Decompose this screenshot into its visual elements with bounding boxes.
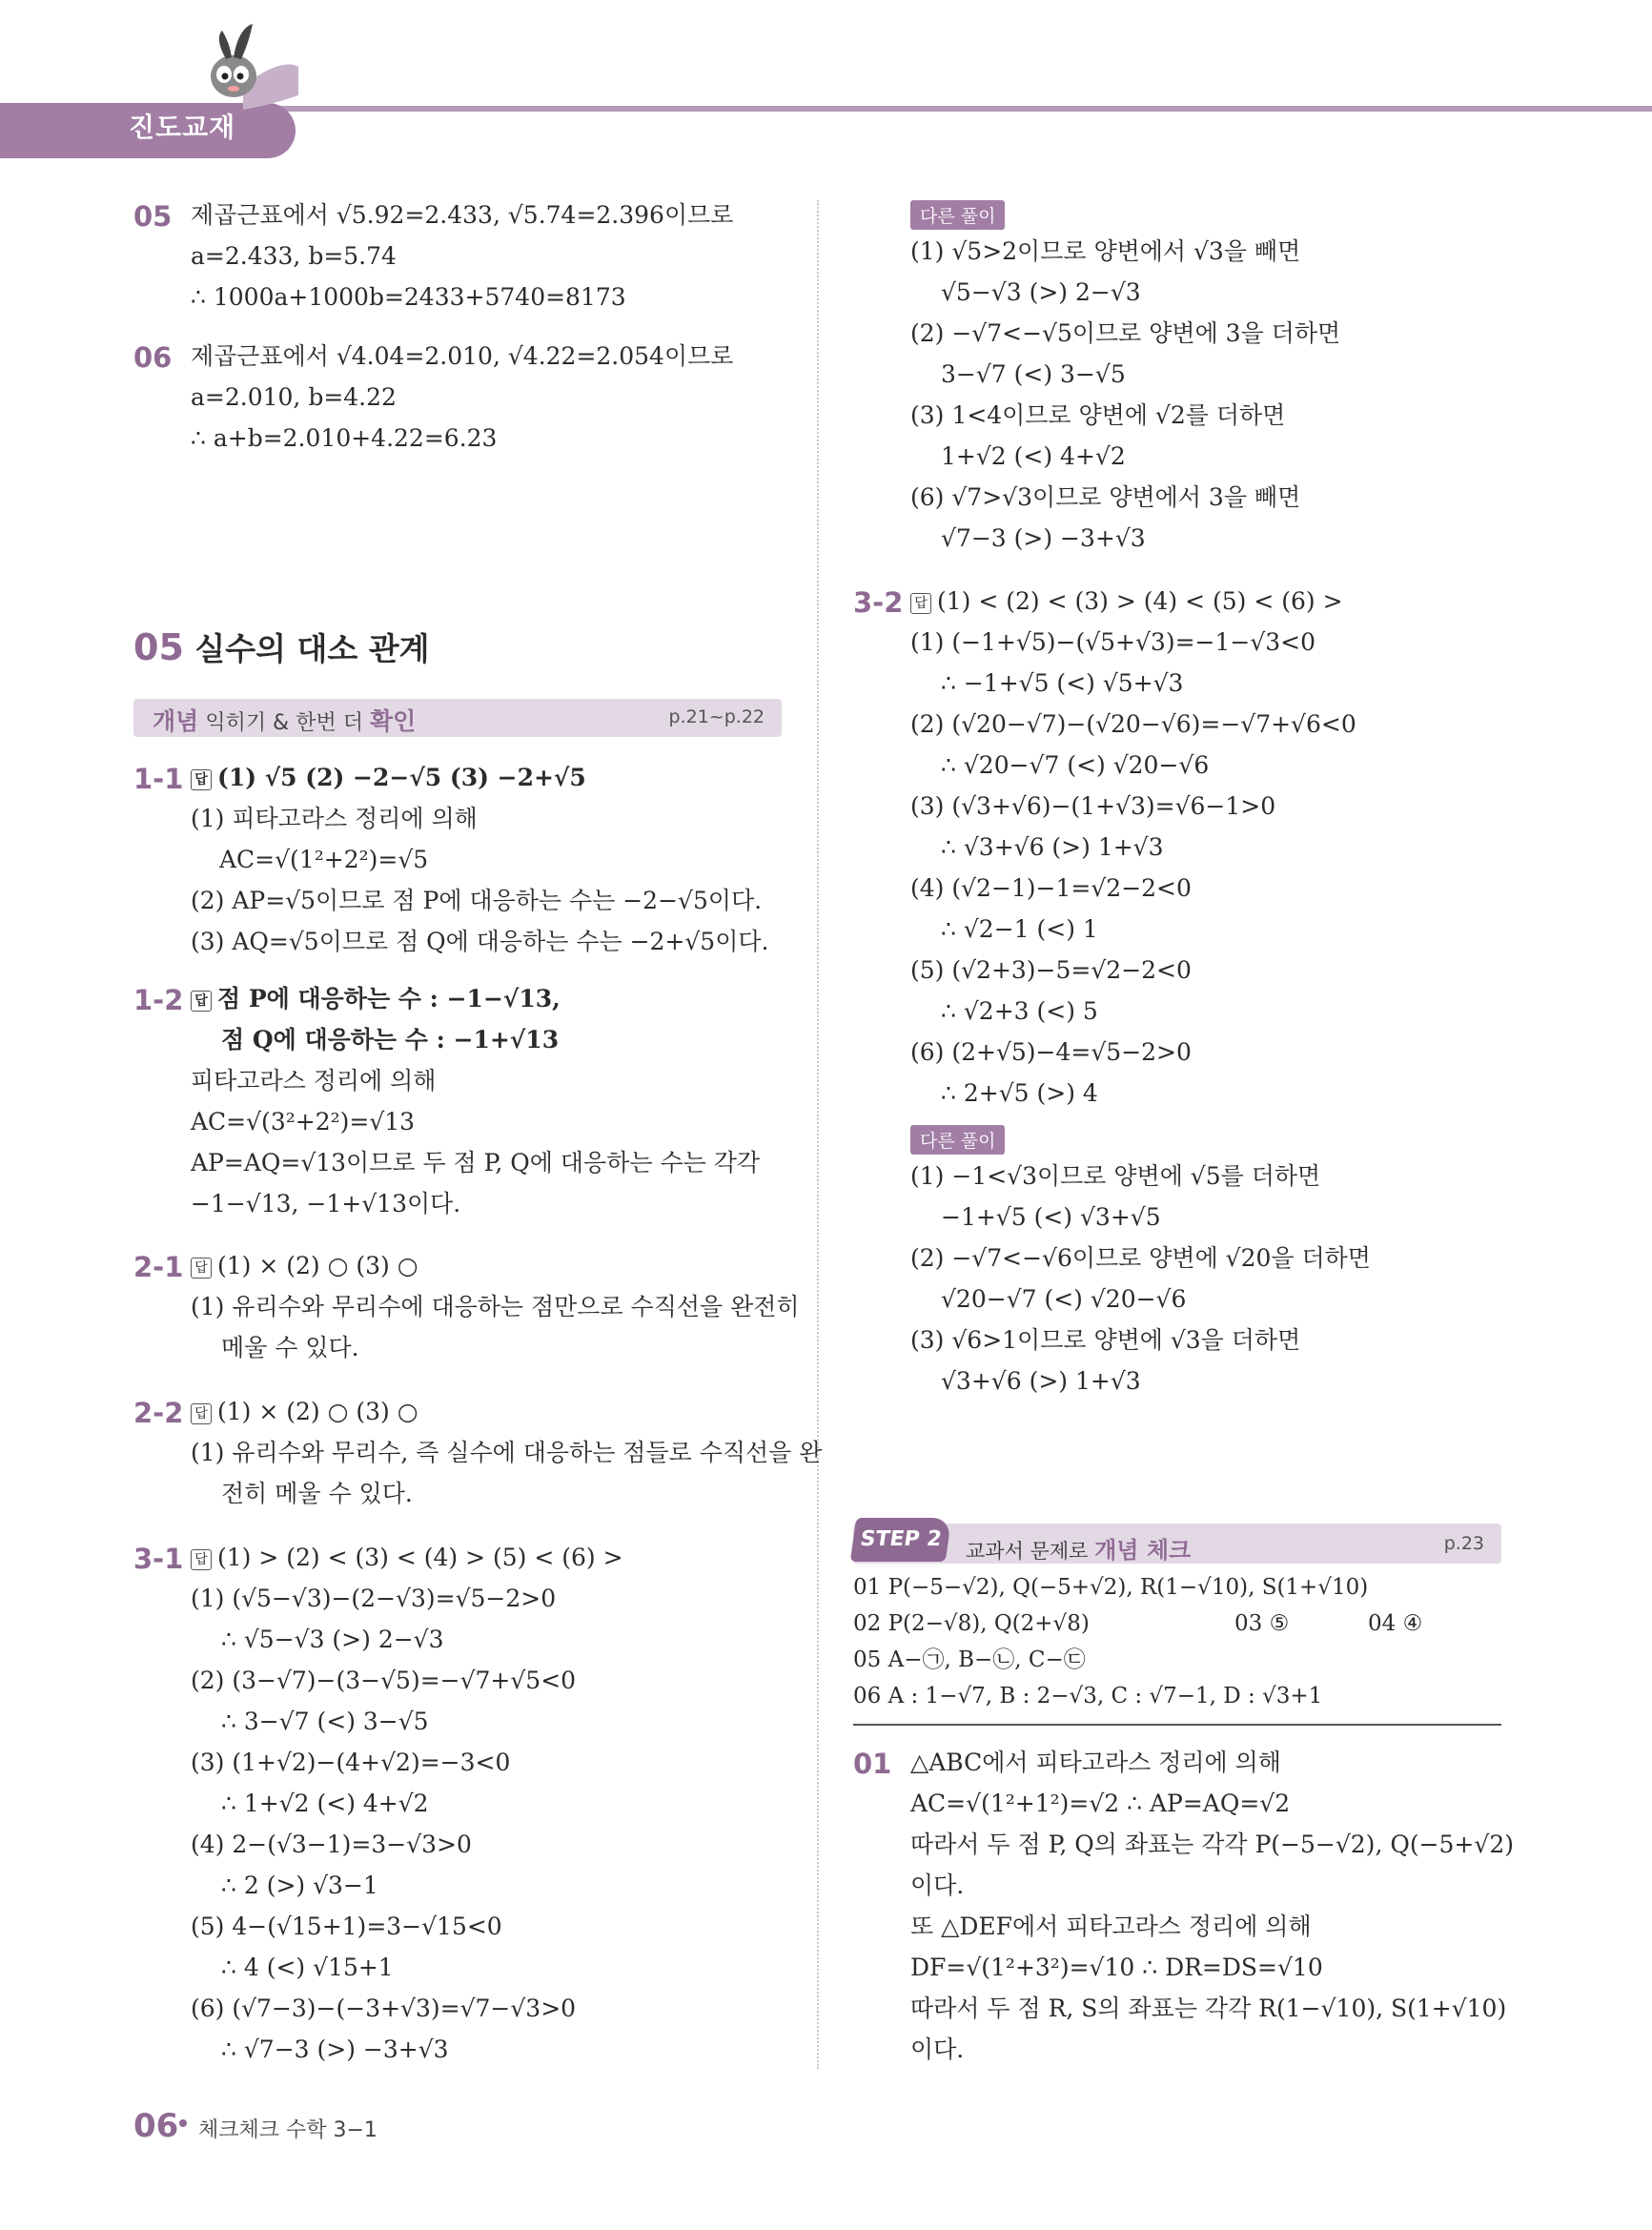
step-answer-line: 06 A : 1−√7, B : 2−√3, C : √7−1, D : √3+1 <box>853 1684 1323 1708</box>
step-bar <box>853 1524 1501 1564</box>
concept-label: 개념 익히기 & 한번 더 확인 <box>153 707 417 735</box>
answer-line: 답 (1) √5 (2) −2−√5 (3) −2+√5 <box>191 765 586 791</box>
solution-line: (4) 2−(√3−1)=3−√3>0 <box>191 1831 472 1858</box>
solution-line: ∴ 1+√2 (<) 4+√2 <box>221 1790 429 1817</box>
solution-line: (1) (−1+√5)−(√5+√3)=−1−√3<0 <box>910 628 1316 656</box>
solution-line: (3) 1<4이므로 양변에 √2를 더하면 <box>910 401 1286 429</box>
problem-number: 05 <box>133 200 173 233</box>
solution-line: (4) (√2−1)−1=√2−2<0 <box>910 874 1192 902</box>
rabbit-mascot-icon <box>186 19 300 114</box>
solution-line: (1) (√5−√3)−(2−√3)=√5−2>0 <box>191 1585 557 1612</box>
solution-line: (3) (√3+√6)−(1+√3)=√6−1>0 <box>910 792 1276 820</box>
solution-line: AC=√(1²+1²)=√2 ∴ AP=AQ=√2 <box>910 1790 1291 1817</box>
solution-line: a=2.433, b=5.74 <box>191 242 397 270</box>
solution-line: 따라서 두 점 R, S의 좌표는 각각 R(1−√10), S(1+√10) <box>910 1995 1507 2022</box>
solution-line: (6) (√7−3)−(−3+√3)=√7−√3>0 <box>191 1995 577 2022</box>
solution-line: ∴ √20−√7 (<) √20−√6 <box>941 751 1210 779</box>
solution-line: (1) √5>2이므로 양변에서 √3을 빼면 <box>910 237 1301 265</box>
step-answer-line: 02 P(2−√8), Q(2+√8) <box>853 1611 1090 1636</box>
answer-line: 답 (1) × (2) ○ (3) ○ <box>191 1253 418 1279</box>
solution-line: DF=√(1²+3²)=√10 ∴ DR=DS=√10 <box>910 1954 1323 1981</box>
answer-line: 답 (1) < (2) < (3) > (4) < (5) < (6) > <box>910 588 1343 615</box>
solution-line: √5−√3 (>) 2−√3 <box>941 278 1141 306</box>
solution-line: 또 △DEF에서 피타고라스 정리에 의해 <box>910 1913 1312 1940</box>
step-label: 교과서 문제로 개념 체크 <box>966 1537 1192 1564</box>
solution-line: (3) (1+√2)−(4+√2)=−3<0 <box>191 1749 511 1776</box>
concept-bar <box>133 699 782 737</box>
solution-line: (2) (3−√7)−(3−√5)=−√7+√5<0 <box>191 1667 577 1694</box>
solution-line: √3+√6 (>) 1+√3 <box>941 1367 1141 1395</box>
solution-line: ∴ √7−3 (>) −3+√3 <box>221 2036 449 2063</box>
solution-line: 따라서 두 점 P, Q의 좌표는 각각 P(−5−√2), Q(−5+√2) <box>910 1831 1514 1858</box>
solution-line: (2) AP=√5이므로 점 P에 대응하는 수는 −2−√5이다. <box>191 887 763 914</box>
problem-number: 06 <box>133 341 173 374</box>
solution-line: ∴ 2+√5 (>) 4 <box>941 1079 1098 1107</box>
concept-page: p.21~p.22 <box>668 706 765 727</box>
problem-number: 1-1 <box>133 763 184 795</box>
footer-dot-icon <box>179 2119 187 2127</box>
solution-line: AC=√(1²+2²)=√5 <box>219 846 429 873</box>
problem-number: 3-1 <box>133 1543 184 1575</box>
solution-line: 이다. <box>910 1872 965 1899</box>
step-answer-line: 04 ④ <box>1368 1611 1423 1636</box>
step-answer-line: 05 A−㉠, B−㉡, C−㉢ <box>853 1647 1086 1672</box>
solution-line: ∴ √2+3 (<) 5 <box>941 997 1098 1025</box>
solution-line: (1) 유리수와 무리수에 대응하는 점만으로 수직선을 완전히 <box>191 1293 800 1320</box>
solution-line: ∴ 1000a+1000b=2433+5740=8173 <box>191 283 626 311</box>
solution-line: 제곱근표에서 √4.04=2.010, √4.22=2.054이므로 <box>191 342 734 370</box>
step-divider <box>853 1724 1501 1726</box>
solution-line: (1) 피타고라스 정리에 의해 <box>191 805 478 832</box>
solution-line: 피타고라스 정리에 의해 <box>191 1067 437 1095</box>
solution-line: 제곱근표에서 √5.92=2.433, √5.74=2.396이므로 <box>191 201 734 229</box>
solution-line: (3) √6>1이므로 양변에 √3을 더하면 <box>910 1326 1301 1354</box>
solution-line: ∴ −1+√5 (<) √5+√3 <box>941 669 1184 697</box>
solution-line: 3−√7 (<) 3−√5 <box>941 360 1126 388</box>
problem-number: 2-1 <box>133 1251 184 1283</box>
problem-number: 2-2 <box>133 1397 184 1429</box>
solution-line: ∴ a+b=2.010+4.22=6.23 <box>191 424 498 452</box>
section-title-text: 실수의 대소 관계 <box>194 630 430 667</box>
solution-line: (1) 유리수와 무리수, 즉 실수에 대응하는 점들로 수직선을 완 <box>191 1439 823 1466</box>
alt-solution-badge: 다른 풀이 <box>910 1125 1005 1155</box>
answer-line: 답 (1) × (2) ○ (3) ○ <box>191 1399 418 1425</box>
solution-line: ∴ 3−√7 (<) 3−√5 <box>221 1708 429 1735</box>
solution-line: 메울 수 있다. <box>221 1334 359 1361</box>
solution-line: ∴ √3+√6 (>) 1+√3 <box>941 833 1164 861</box>
solution-line: AP=AQ=√13이므로 두 점 P, Q에 대응하는 수는 각각 <box>191 1149 760 1176</box>
solution-line: √7−3 (>) −3+√3 <box>941 524 1146 552</box>
step-answer-line: 03 ⑤ <box>1234 1611 1290 1636</box>
answer-line: 점 Q에 대응하는 수 : −1+√13 <box>221 1026 560 1054</box>
answer-line: 답 (1) > (2) < (3) < (4) > (5) < (6) > <box>191 1545 623 1571</box>
solution-line: a=2.010, b=4.22 <box>191 383 397 411</box>
solution-line: ∴ 2 (>) √3−1 <box>221 1872 378 1899</box>
solution-line: 이다. <box>910 2036 965 2063</box>
solution-line: ∴ 4 (<) √15+1 <box>221 1954 394 1981</box>
solution-line: (6) √7>√3이므로 양변에서 3을 빼면 <box>910 483 1301 511</box>
solution-line: −1+√5 (<) √3+√5 <box>941 1203 1161 1231</box>
step-badge: STEP 2 <box>850 1518 951 1562</box>
alt-solution-badge: 다른 풀이 <box>910 200 1005 230</box>
solution-line: 전히 메울 수 있다. <box>221 1480 413 1507</box>
step-page: p.23 <box>1443 1533 1484 1554</box>
header-title: 진도교재 <box>129 112 236 143</box>
footer-text: 체크체크 수학 3−1 <box>198 2118 377 2142</box>
solution-line: 1+√2 (<) 4+√2 <box>941 442 1126 470</box>
solution-line: (2) (√20−√7)−(√20−√6)=−√7+√6<0 <box>910 710 1356 738</box>
solution-line: (5) (√2+3)−5=√2−2<0 <box>910 956 1192 984</box>
answer-line: 답 점 P에 대응하는 수 : −1−√13, <box>191 986 561 1013</box>
step-answer-line: 01 P(−5−√2), Q(−5+√2), R(1−√10), S(1+√10) <box>853 1575 1369 1600</box>
column-divider <box>817 200 819 2069</box>
solution-line: ∴ √5−√3 (>) 2−√3 <box>221 1626 444 1653</box>
solution-line: AC=√(3²+2²)=√13 <box>191 1108 416 1135</box>
section-title <box>133 624 430 669</box>
solution-line: △ABC에서 피타고라스 정리에 의해 <box>910 1749 1281 1776</box>
solution-line: ∴ √2−1 (<) 1 <box>941 915 1098 943</box>
problem-number: 01 <box>853 1748 892 1780</box>
section-number: 05 <box>133 626 184 668</box>
solution-line: (2) −√7<−√6이므로 양변에 √20을 더하면 <box>910 1244 1371 1272</box>
page-number: 06 <box>133 2107 179 2145</box>
solution-line: (2) −√7<−√5이므로 양변에 3을 더하면 <box>910 319 1341 347</box>
solution-line: (6) (2+√5)−4=√5−2>0 <box>910 1038 1192 1066</box>
solution-line: −1−√13, −1+√13이다. <box>191 1190 461 1217</box>
problem-number: 3-2 <box>853 586 904 619</box>
solution-line: (5) 4−(√15+1)=3−√15<0 <box>191 1913 502 1940</box>
problem-number: 1-2 <box>133 984 184 1016</box>
solution-line: (3) AQ=√5이므로 점 Q에 대응하는 수는 −2+√5이다. <box>191 928 769 955</box>
solution-line: √20−√7 (<) √20−√6 <box>941 1285 1187 1313</box>
solution-line: (1) −1<√3이므로 양변에 √5를 더하면 <box>910 1162 1321 1190</box>
